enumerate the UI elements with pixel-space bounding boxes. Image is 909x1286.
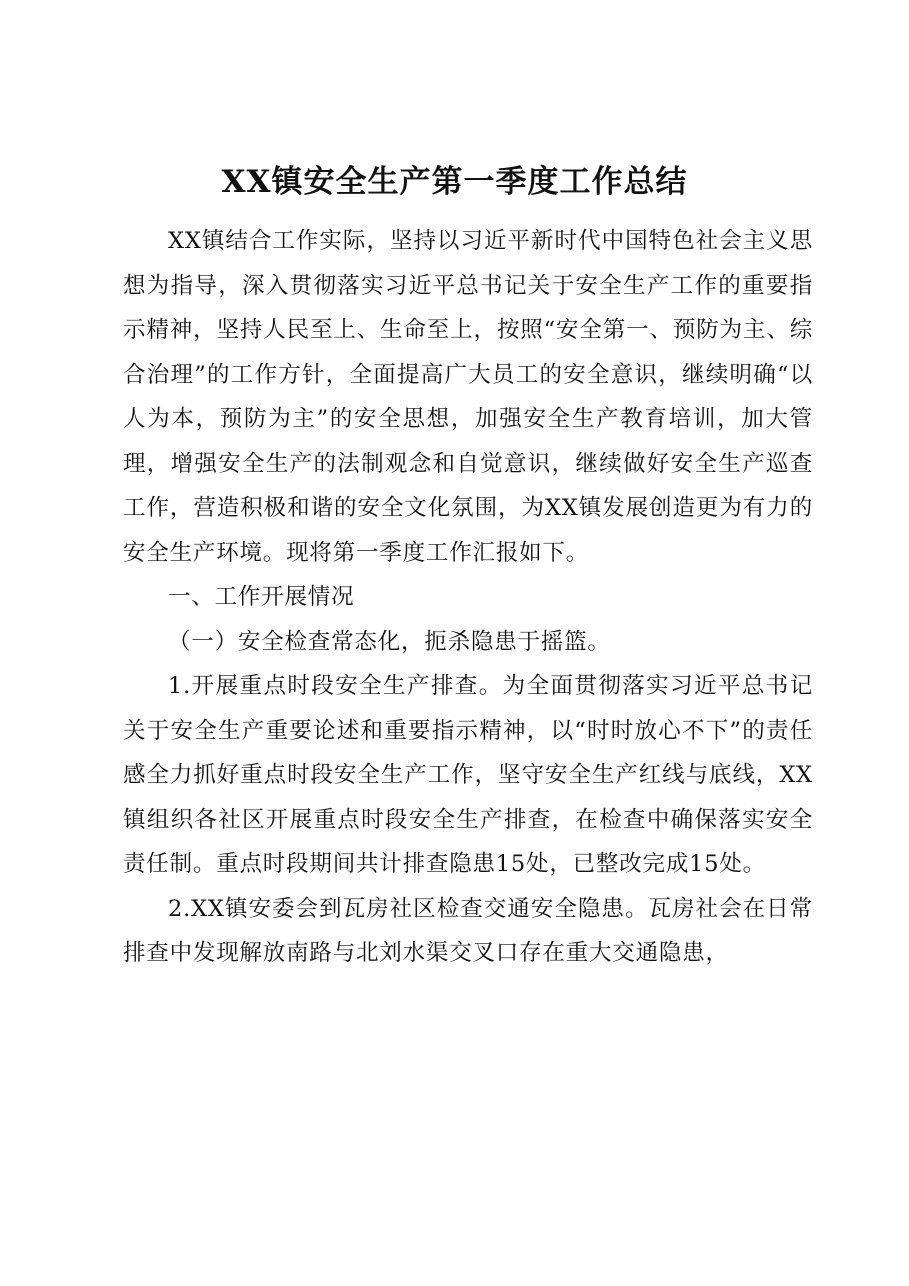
intro-paragraph: XX镇结合工作实际，坚持以习近平新时代中国特色社会主义思想为指导，深入贯彻落实习近平总书记关于安全生产工作的重要指示精神，坚持人民至上、生命至上，按照“安全第一、预防为主、综合治理”的工作方针，全面提高广大员工的安全意识，继续明确“以人为本，预防为主”的安全思想，加强安全生产教育培训，加大管理，增强安全生产的法制观念和自觉意识，继续做好安全生产巡查工作，营造积极和谐的安全文化氛围，为XX镇发展创造更为有力的安全生产环境。现将第一季度工作汇报如下。 [123, 228, 813, 566]
subsection-heading: （一）安全检查常态化，扼杀隐患于摇篮。 [168, 628, 611, 655]
item-paragraph-1: 1.开展重点时段安全生产排查。为全面贯彻落实习近平总书记关于安全生产重要论述和重要指示精神，以“时时放心不下”的责任感全力抓好重点时段安全生产工作，坚守安全生产红线与底线，XX镇组织各社区开展重点时段安全生产排查，在检查中确保落实安全责任制。重点时段期间共计排查隐患15处，已整改完成15处。 [123, 673, 813, 877]
section-heading: 一、工作开展情况 [168, 584, 355, 610]
item-paragraph-2: 2.XX镇安委会到瓦房社区检查交通安全隐患。瓦房社会在日常排查中发现解放南路与北刘水渠交叉口存在重大交通隐患， [123, 895, 813, 966]
document-title: XX镇安全生产第一季度工作总结 [221, 164, 688, 200]
document-body [123, 219, 813, 976]
